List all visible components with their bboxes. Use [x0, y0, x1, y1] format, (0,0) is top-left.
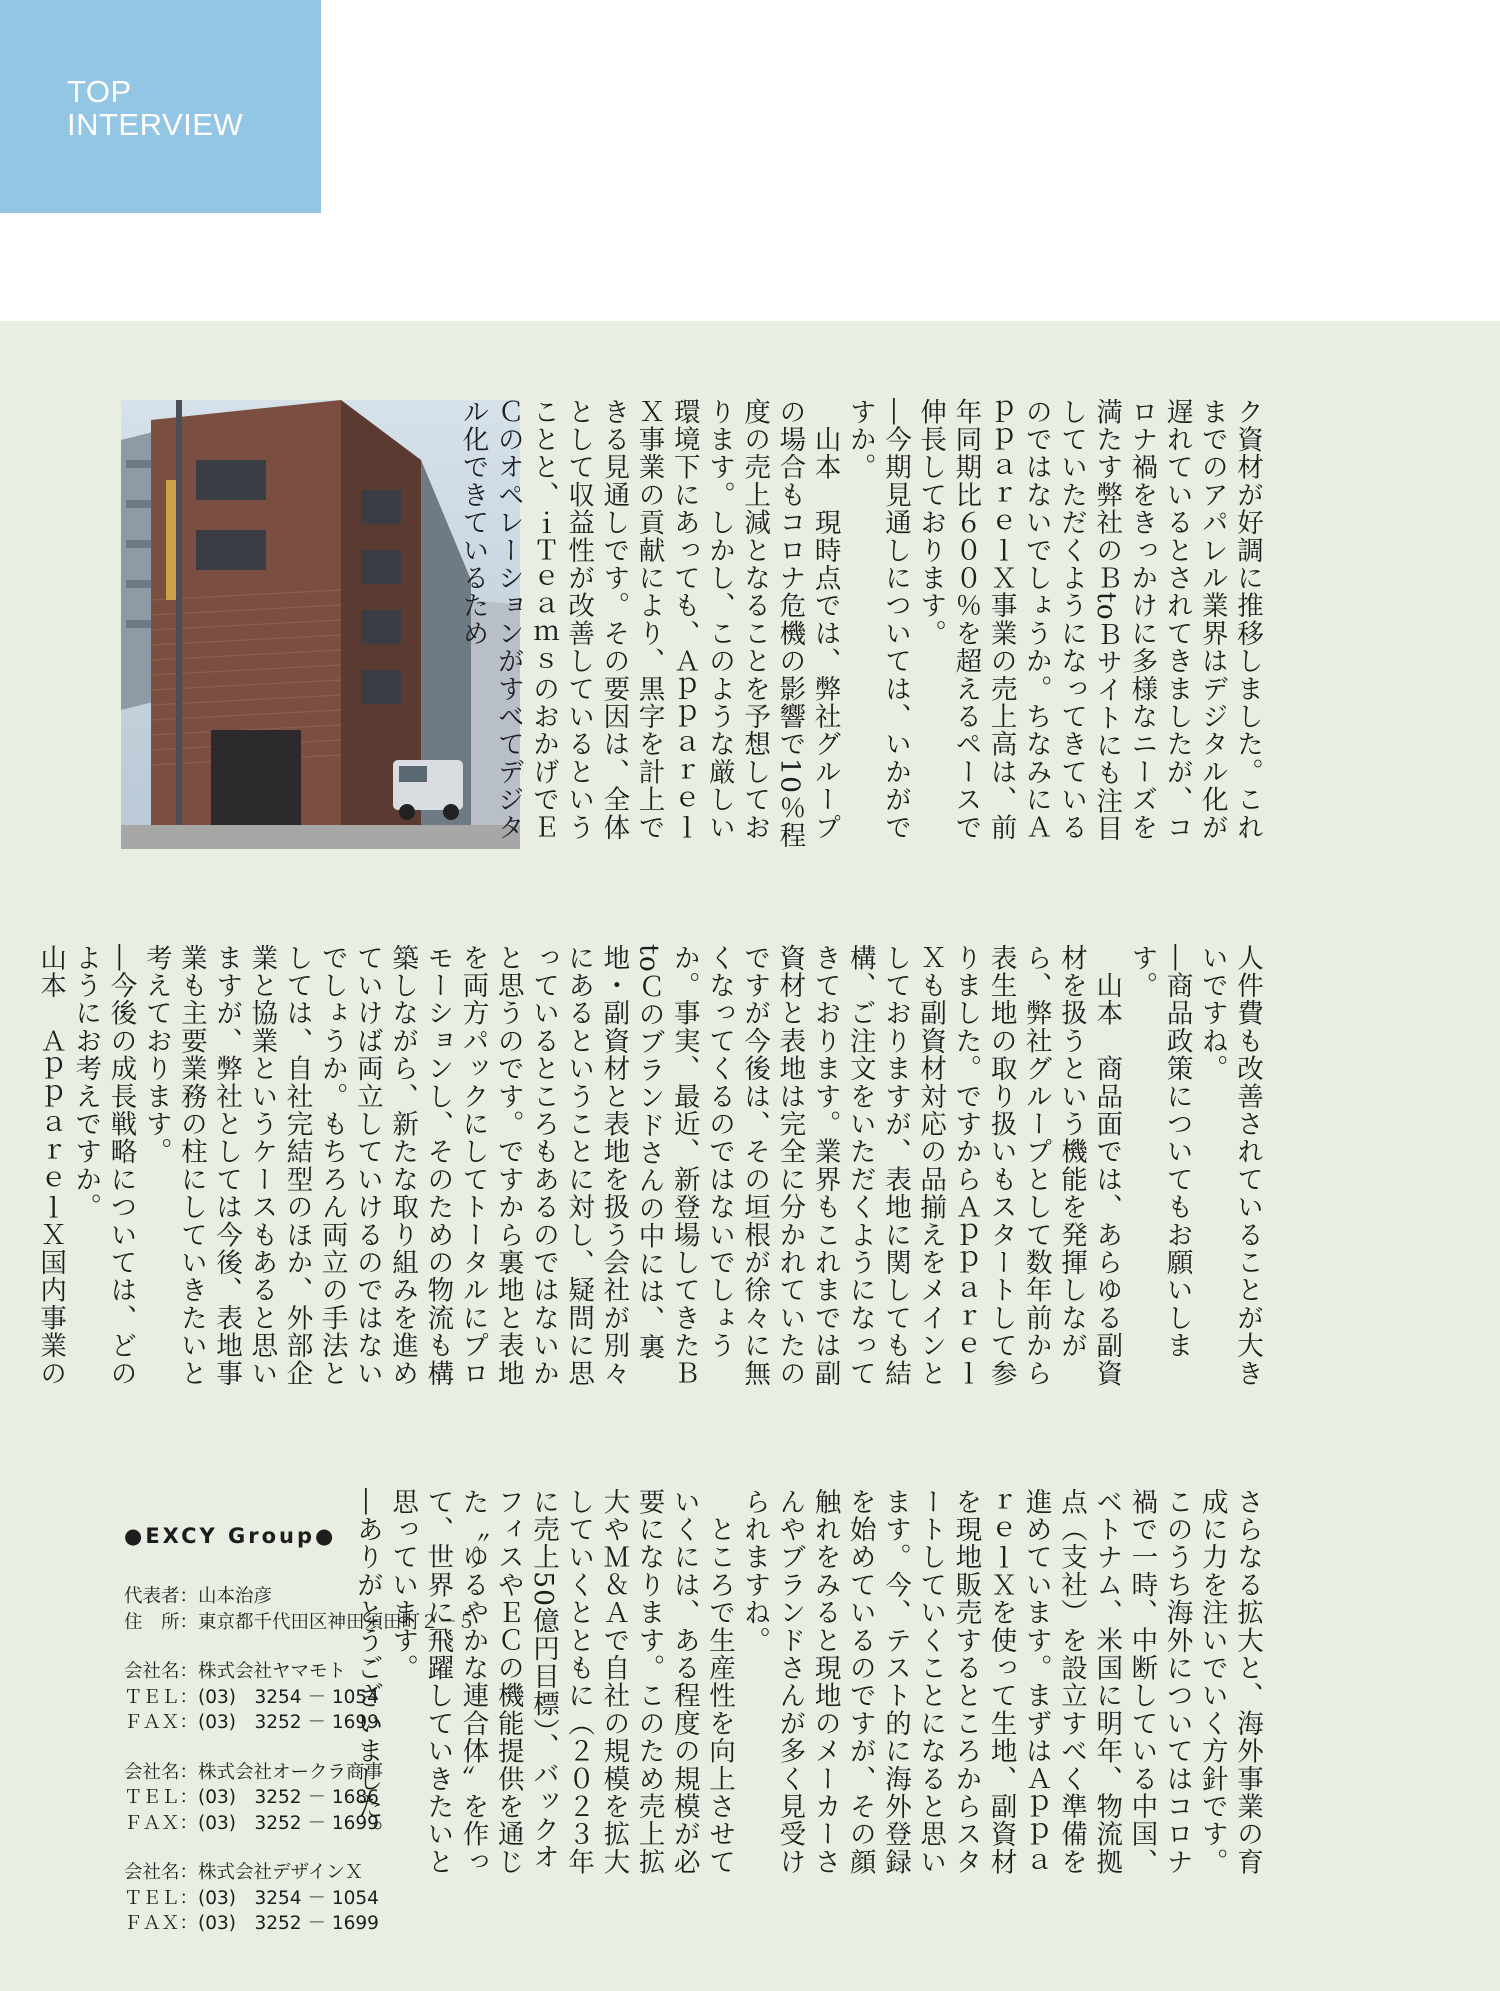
- article-column-3: さらなる拡大と、海外事業の育成に力を注いでいく方針です。このうち海外についてはコロナ禍で一時、中断している中国、ベトナム、米国に明年、物流拠点（支社）を設立すべく準備を進めています。まずはＡｐｐａｒｅｌＸを使って生地、副資材を現地販売するところからスタートしていくことになると思います。今、テスト的に海外登録を始めているのですが、その顔触れをみると現地のメーカーさんやブランドさんが多く見受けられますね。 ところで生産性を向上させていくには、ある程度の規模が必要になります。このため売上拡大やＭ＆Ａで自社の規模を拡大していくとともに（２０２３年に売上50億円目標）、バックオフィスやＥＣの機能提供を通じた〝ゆるやかな連合体〟を作って、世界に飛躍していきたいと思っています。 ―ありがとうございました。: [351, 1488, 1263, 1876]
- article-column-1: ク資材が好調に推移しました。これまでのアパレル業界はデジタル化が遅れているとされてきましたが、コロナ禍をきっかけに多様なニーズを満たす弊社のＢtoＢサイトにも注目していただくようになってきているのではないでしょうか。ちなみにＡｐｐａｒｅｌＸ事業の売上高は、前年同期比６００％を超えるペースで伸長しております。 ―今期見通しについては、いかがですか。 山本 現時点では、弊社グループの場合もコロナ危機の影響で10％程度の売上減となることを予想しております。しかし、このような厳しい環境下にあっても、ＡｐｐａｒｅｌＸ事業の貢献により、黒字を計上できる見通しです。その要因は、全体として収益性が改善しているということと、ｉＴｅａｍｓのおかげでＥＣのオペレーションがすべてデジタル化できているため: [457, 398, 1263, 850]
- group-title: ●EXCY Group●: [124, 1524, 337, 1548]
- company-tel: ＴＥＬ：(03) 3252 － 1686: [124, 1787, 379, 1808]
- company-fax: ＦＡＸ：(03) 3252 － 1699: [124, 1712, 379, 1733]
- address-line: 住 所：東京都千代田区神田須田町２－５: [124, 1611, 476, 1633]
- company-name: 会社名：株式会社ヤマモト: [124, 1661, 347, 1682]
- company-tel: ＴＥＬ：(03) 3254 － 1054: [124, 1686, 379, 1708]
- company-fax: ＦＡＸ：(03) 3252 － 1699: [124, 1812, 379, 1834]
- company-fax: ＦＡＸ：(03) 3252 － 1699: [124, 1913, 379, 1934]
- company-name: 会社名：株式会社オークラ商事: [124, 1761, 384, 1783]
- header-block: [0, 0, 321, 213]
- header-label-top: TOP: [67, 74, 132, 109]
- company-info-box: [124, 1524, 524, 1937]
- company-name: 会社名：株式会社デザインＸ: [124, 1862, 364, 1883]
- article-column-2: 人件費も改善されていることが大きいですね。 ―商品政策についてもお願いします。 山本 商品面では、あらゆる副資材を扱うという機能を発揮しながら、弊社グループとして数年前から表生地の取り扱いもスタートして参りました。ですからＡｐｐａｒｅｌＸも副資材対応の品揃えをメインとしておりますが、表地に関しても結構、ご注文をいただくようになってきております。業界もこれまでは副資材と表地は完全に分かれていたのですが今後は、その垣根が徐々に無くなってくるのではないでしょうか。事実、最近、新登場してきたＢtoＣのブランドさんの中には、裏地・副資材と表地を扱う会社が別々にあるということに対し、疑問に思っているところもあるのではないかと思うのです。ですから裏地と表地を両方パックにしてトータルにプロモーションし、そのための物流も構築しながら、新たな取り組みを進めていけば両立していけるのではないでしょうか。もちろん両立の手法としては、自社完結型のほか、外部企業と協業というケースもあると思いますが、弊社としては今後、表地事業も主要業務の柱にしていきたいと考えております。 ―今後の成長戦略については、どのようにお考えですか。 山本 ＡｐｐａｒｅｌＸ国内事業の: [35, 944, 1263, 1388]
- header-label-interview: INTERVIEW: [67, 107, 244, 142]
- representative-line: 代表者：山本治彦: [124, 1586, 273, 1607]
- company-tel: ＴＥＬ：(03) 3254 － 1054: [124, 1887, 379, 1909]
